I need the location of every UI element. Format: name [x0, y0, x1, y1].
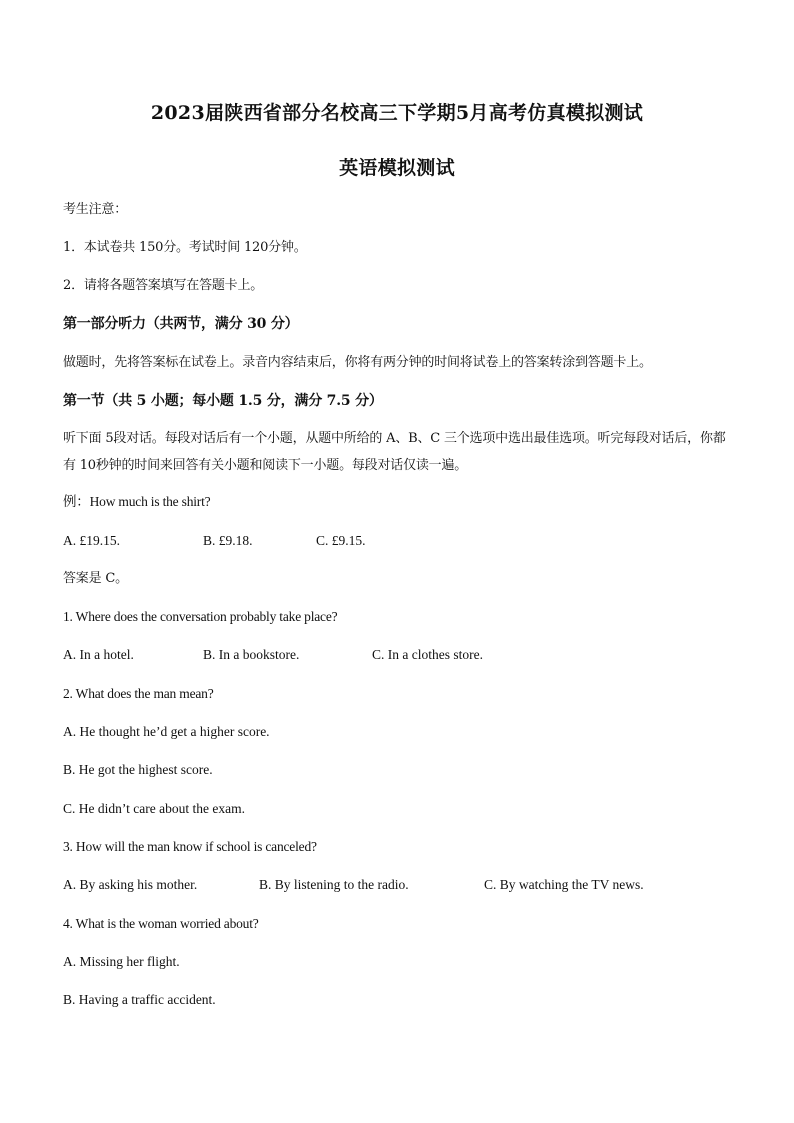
- question-3-option-a: A. By asking his mother.: [63, 877, 198, 892]
- question-4-stem: 4. What is the woman worried about?: [63, 916, 259, 931]
- section1-instruction: 听下面 5段对话。每段对话后有一个小题，从题中所给的 A、B、C 三个选项中选出最佳选项。听完每段对话后，你都有 10秒钟的时间来回答有关小题和阅读下一小题。每段对话仅读一遍。: [63, 431, 726, 473]
- question-1-option-a: A. In a hotel.: [63, 647, 134, 662]
- question-2-stem: 2. What does the man mean?: [63, 686, 214, 701]
- notes-item-1: 1．本试卷共 150分。考试时间 120分钟。: [63, 240, 307, 255]
- question-3-stem: 3. How will the man know if school is canceled?: [63, 839, 317, 854]
- question-2-option-a: A. He thought he’d get a higher score.: [63, 724, 270, 739]
- question-2-option-c: C. He didn’t care about the exam.: [63, 801, 245, 816]
- question-4-option-b: B. Having a traffic accident.: [63, 992, 216, 1007]
- example-question: 例：How much is the shirt?: [63, 494, 211, 509]
- question-1-option-b: B. In a bookstore.: [203, 647, 300, 662]
- question-1-option-c: C. In a clothes store.: [372, 647, 483, 662]
- notes-item-2: 2．请将各题答案填写在答题卡上。: [63, 278, 264, 293]
- question-3-option-c: C. By watching the TV news.: [484, 877, 644, 892]
- notes-heading: 考生注意：: [63, 202, 128, 217]
- part1-heading: 第一部分听力（共两节，满分 30 分）: [63, 316, 299, 332]
- example-option-a: A. £19.15.: [63, 533, 120, 548]
- example-answer: 答案是 C。: [63, 571, 128, 586]
- exam-title: 2023届陕西省部分名校高三下学期5月高考仿真模拟测试: [150, 102, 644, 124]
- example-option-c: C. £9.15.: [316, 533, 366, 548]
- question-3-option-b: B. By listening to the radio.: [259, 877, 409, 892]
- question-4-option-a: A. Missing her flight.: [63, 954, 180, 969]
- section1-heading: 第一节（共 5 小题；每小题 1.5 分，满分 7.5 分）: [63, 393, 383, 409]
- question-2-option-b: B. He got the highest score.: [63, 762, 213, 777]
- example-option-b: B. £9.18.: [203, 533, 253, 548]
- part1-instruction: 做题时，先将答案标在试卷上。录音内容结束后，你将有两分钟的时间将试卷上的答案转涂到答题卡上。: [63, 355, 652, 370]
- question-1-stem: 1. Where does the conversation probably take place?: [63, 609, 338, 624]
- exam-subtitle: 英语模拟测试: [339, 157, 455, 179]
